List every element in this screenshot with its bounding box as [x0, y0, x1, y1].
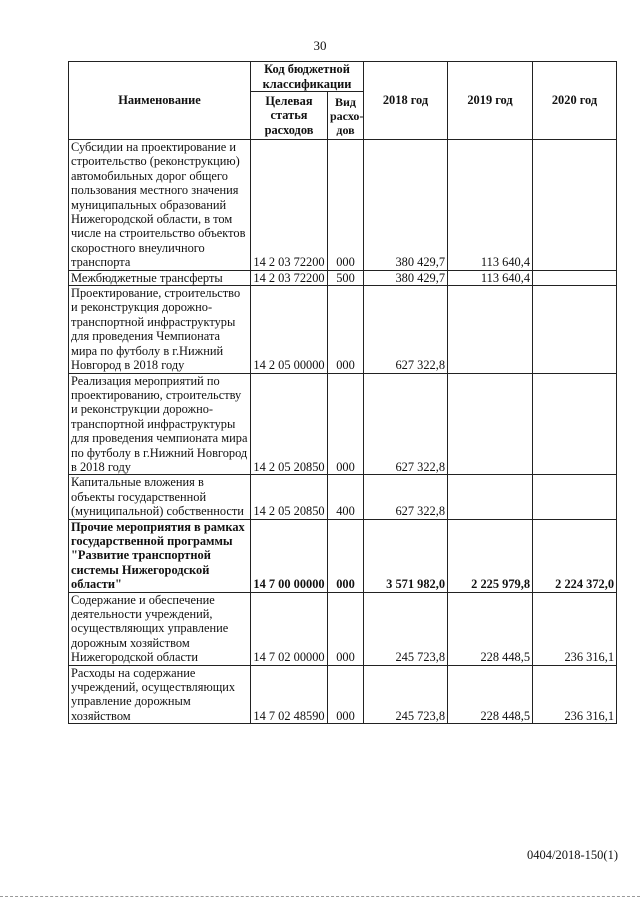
row-type-cell: 400 [328, 475, 364, 519]
header-expense-type: Вид расхо-дов [328, 92, 364, 140]
row-target-cell: 14 2 05 00000 [251, 286, 328, 373]
row-type-cell: 500 [328, 270, 364, 285]
row-2020-cell: 236 316,1 [533, 665, 617, 724]
row-name-cell: Проектирование, строительство и реконструкция дорожно-транспортной инфраструктуры для проведения Чемпионата мира по футболу в г.Нижний Новгород в 2018 году [69, 286, 251, 373]
table-row [69, 140, 617, 271]
row-2018-cell: 627 322,8 [364, 373, 448, 475]
table-row [69, 519, 617, 592]
row-type-cell: 000 [328, 373, 364, 475]
row-2020-cell [533, 270, 617, 285]
table-body [69, 140, 617, 724]
scan-edge-line [0, 896, 640, 897]
row-target-cell: 14 2 03 72200 [251, 140, 328, 271]
row-2019-cell: 113 640,4 [448, 270, 533, 285]
header-2018: 2018 год [364, 62, 448, 140]
header-name: Наименование [69, 62, 251, 140]
table-row [69, 475, 617, 519]
page-number: 30 [313, 38, 327, 53]
header-target-article: Целевая статья расходов [251, 92, 328, 140]
row-type-cell: 000 [328, 592, 364, 665]
row-type-cell: 000 [328, 665, 364, 724]
budget-table [68, 61, 617, 724]
row-name-cell: Субсидии на проектирование и строительство (реконструкцию) автомобильных дорог общего пользования местного значения муниципальных образований Нижегородской области, в том числе на строительство объектов скоростного внеуличного транспорта [69, 140, 251, 271]
row-2020-cell [533, 373, 617, 475]
row-2020-cell [533, 286, 617, 373]
row-target-cell: 14 7 00 00000 [251, 519, 328, 592]
row-name-cell: Межбюджетные трансферты [69, 270, 251, 285]
row-2018-cell: 245 723,8 [364, 665, 448, 724]
row-2020-cell [533, 475, 617, 519]
row-2018-cell: 627 322,8 [364, 475, 448, 519]
header-2019: 2019 год [448, 62, 533, 140]
row-type-cell: 000 [328, 140, 364, 271]
table-row [69, 286, 617, 373]
row-name-cell: Капитальные вложения в объекты государственной (муниципальной) собственности [69, 475, 251, 519]
row-target-cell: 14 7 02 48590 [251, 665, 328, 724]
row-target-cell: 14 2 05 20850 [251, 373, 328, 475]
row-name-cell: Прочие мероприятия в рамках государственной программы "Развитие транспортной системы Нижегородской области" [69, 519, 251, 592]
row-2019-cell [448, 475, 533, 519]
header-2020: 2020 год [533, 62, 617, 140]
row-2020-cell: 2 224 372,0 [533, 519, 617, 592]
row-2019-cell [448, 373, 533, 475]
table-row [69, 270, 617, 285]
row-type-cell: 000 [328, 286, 364, 373]
table-row [69, 592, 617, 665]
row-name-cell: Содержание и обеспечение деятельности учреждений, осуществляющих управление дорожным хозяйством Нижегородской области [69, 592, 251, 665]
row-type-cell: 000 [328, 519, 364, 592]
row-2019-cell: 113 640,4 [448, 140, 533, 271]
row-2020-cell: 236 316,1 [533, 592, 617, 665]
row-2018-cell: 380 429,7 [364, 270, 448, 285]
row-target-cell: 14 7 02 00000 [251, 592, 328, 665]
table-row [69, 373, 617, 475]
document-code: 0404/2018-150(1) [527, 848, 618, 862]
row-2019-cell: 2 225 979,8 [448, 519, 533, 592]
row-2018-cell: 3 571 982,0 [364, 519, 448, 592]
row-name-cell: Расходы на содержание учреждений, осуществляющих управление дорожным хозяйством [69, 665, 251, 724]
row-2020-cell [533, 140, 617, 271]
row-2018-cell: 245 723,8 [364, 592, 448, 665]
row-2018-cell: 627 322,8 [364, 286, 448, 373]
row-target-cell: 14 2 05 20850 [251, 475, 328, 519]
header-code-group: Код бюджетной классификации [251, 62, 364, 92]
row-2019-cell: 228 448,5 [448, 665, 533, 724]
row-2019-cell: 228 448,5 [448, 592, 533, 665]
row-2018-cell: 380 429,7 [364, 140, 448, 271]
row-target-cell: 14 2 03 72200 [251, 270, 328, 285]
row-name-cell: Реализация мероприятий по проектированию, строительству и реконструкции дорожно-транспортной инфраструктуры для проведения чемпионата мира по футболу в г.Нижний Новгород в 2018 году [69, 373, 251, 475]
row-2019-cell [448, 286, 533, 373]
table-row [69, 665, 617, 724]
